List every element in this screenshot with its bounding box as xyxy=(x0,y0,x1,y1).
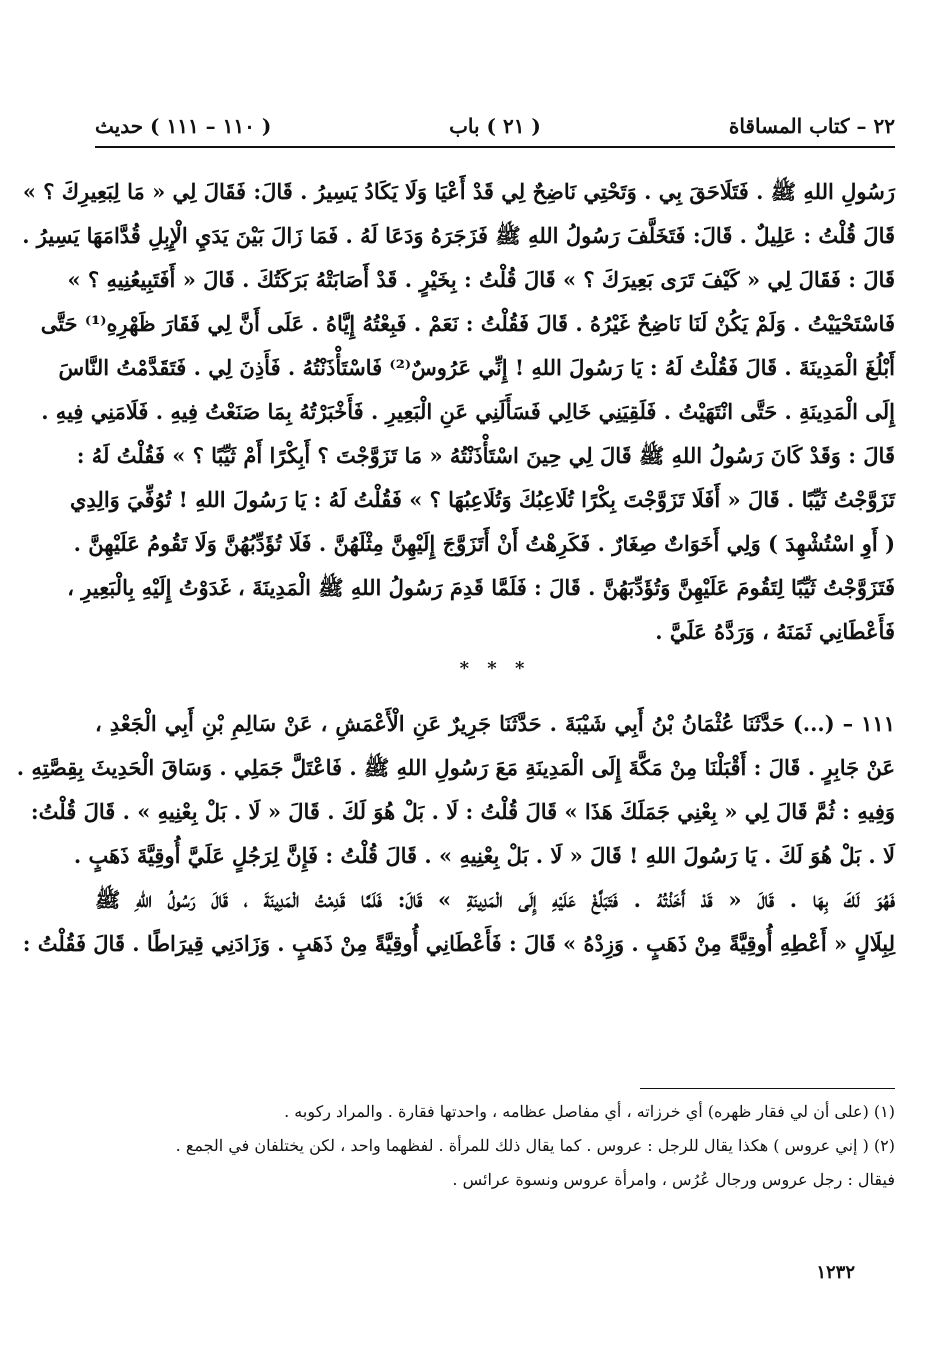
text-line: فَأَعْطَانِي ثَمَنَهُ ، وَرَدَّهُ عَلَيَّ . xyxy=(655,619,895,644)
footnote-divider xyxy=(640,1088,895,1089)
hadith-111-line: عَنْ جَابِرٍ . قَالَ : أَقْبَلْنَا مِنْ مَكَّةَ إِلَى الْمَدِينَةِ مَعَ رَسُولِ اللهِ ﷺ . فَاعْتَلَّ جَمَلِي . وَسَاقَ الْحَدِيثَ بِقِصَّتِهِ . xyxy=(16,755,895,780)
header-chapter: ( ٢١ ) باب xyxy=(449,114,541,138)
hadith-111-line: لَا . بَلْ هُوَ لَكَ . يَا رَسُولَ اللهِ ! قَالَ « لَا . بَلْ بِعْنِيهِ » . قَالَ قُلْتُ : فَإِنَّ لِرَجُلٍ عَلَيَّ أُوقِيَّةَ ذَهَبٍ . xyxy=(73,843,895,868)
text-line: تَزَوَّجْتُ ثَيِّبًا . قَالَ « أَفَلَا تَزَوَّجْتَ بِكْرًا تُلَاعِبُكَ وَتُلَاعِبُهَا ؟ » فَقُلْتُ لَهُ : يَا رَسُولَ اللهِ ! تُوُفِّيَ وَالِدِي xyxy=(69,487,895,512)
text-line: قَالَ : وَقَدْ كَانَ رَسُولُ اللهِ ﷺ قَالَ لِي حِينَ اسْتَأْذَنْتُهُ « مَا تَزَوَّجْتَ ؟ أَبِكْرًا أَمْ ثَيِّبًا ؟ » فَقُلْتُ لَهُ : xyxy=(76,443,895,468)
hadith-111-line: فَهُوَ لَكَ بِهَا . قَالَ « قَدْ أَخَذْتُهُ . فَتَبَلَّغْ عَلَيْهِ إِلَى الْمَدِينَةِ » قَالَ: فَلَمَّا قَدِمْتُ الْمَدِينَةَ ، قَالَ رَسُولُ اللهِ ﷺ xyxy=(95,887,895,912)
footnote-1: (١) (على أن لي فقار ظهره) أي خرزاته ، أي مفاصل عظامه ، واحدتها فقارة . والمراد ركوبه . xyxy=(284,1102,895,1121)
hadith-111-line: ١١١ – (...) حَدَّثَنَا عُثْمَانُ بْنُ أَبِي شَيْبَةَ . حَدَّثَنَا جَرِيرٌ عَنِ الْأَعْمَشِ ، عَنْ سَالِمِ بْنِ أَبِي الْجَعْدِ ، xyxy=(95,711,895,736)
running-header xyxy=(95,108,895,148)
hadith-111-line: وَفِيهِ : ثُمَّ قَالَ لِي « بِعْنِي جَمَلَكَ هَذَا » قَالَ قُلْتُ : لَا . بَلْ هُوَ لَكَ . قَالَ « لَا . بَلْ بِعْنِيهِ » . قَالَ قُلْتُ: xyxy=(30,799,895,824)
section-separator: * * * xyxy=(459,658,531,679)
text-line: فَتَزَوَّجْتُ ثَيِّبًا لِتَقُومَ عَلَيْهِنَّ وَتُؤَدِّبَهُنَّ . قَالَ : فَلَمَّا قَدِمَ رَسُولُ اللهِ ﷺ الْمَدِينَةَ ، غَدَوْتُ إِلَيْهِ بِالْبَعِيرِ ، xyxy=(67,575,895,600)
footnote-2-continued: فيقال : رجل عروس ورجال عُرُس ، وامرأة عروس ونسوة عرائس . xyxy=(452,1170,895,1189)
hadith-111-line: لِبِلَالٍ « أَعْطِهِ أُوقِيَّةً مِنْ ذَهَبٍ . وَزِدْهُ » قَالَ : فَأَعْطَانِي أُوقِيَّةً مِنْ ذَهَبٍ . وَزَادَنِي قِيرَاطًا . قَالَ فَقُلْتُ : xyxy=(22,931,895,956)
text-line: قَالَ قُلْتُ : عَلِيلٌ . قَالَ: فَتَخَلَّفَ رَسُولُ اللهِ ﷺ فَزَجَرَهُ وَدَعَا لَهُ . فَمَا زَالَ بَيْنَ يَدَيِ الْإِبِلِ قُدَّامَهَا يَسِيرُ . xyxy=(22,223,895,248)
main-text xyxy=(16,170,895,966)
text-line: رَسُولِ اللهِ ﷺ . فَتَلَاحَقَ بِي . وَتَحْتِي نَاضِحٌ لِي قَدْ أَعْيَا وَلَا يَكَادُ يَسِيرُ . قَالَ: فَقَالَ لِي « مَا لِبَعِيرِكَ ؟ » xyxy=(22,179,895,204)
footnote-2: (٢) ( إني عروس ) هكذا يقال للرجل : عروس . كما يقال ذلك للمرأة . لفظهما واحد ، لكن يختلفان في الجمع . xyxy=(175,1136,895,1155)
page-number: ١٢٣٢ xyxy=(816,1262,855,1283)
text-line: أَبْلُغَ الْمَدِينَةَ . قَالَ فَقُلْتُ لَهُ : يَا رَسُولَ اللهِ ! إِنِّي عَرُوسٌ⁽²⁾ فَاسْتَأْذَنْتُهُ . فَأَذِنَ لِي . فَتَقَدَّمْتُ النَّاسَ xyxy=(58,355,895,380)
header-book-title: ٢٢ – كتاب المساقاة xyxy=(728,114,895,138)
text-line: إِلَى الْمَدِينَةِ . حَتَّى انْتَهَيْتُ . فَلَقِيَنِي خَالِي فَسَأَلَنِي عَنِ الْبَعِيرِ . فَأَخْبَرْتُهُ بِمَا صَنَعْتُ فِيهِ . فَلَامَنِي فِيهِ . xyxy=(41,399,895,424)
text-line: ( أَوِ اسْتُشْهِدَ ) وَلِي أَخَوَاتٌ صِغَارٌ . فَكَرِهْتُ أَنْ أَتَزَوَّجَ إِلَيْهِنَّ مِثْلَهُنَّ . فَلَا تُؤَدِّبُهُنَّ وَلَا تَقُومُ عَلَيْهِنَّ . xyxy=(73,531,895,556)
text-line: قَالَ : فَقَالَ لِي « كَيْفَ تَرَى بَعِيرَكَ ؟ » قَالَ قُلْتُ : بِخَيْرٍ . قَدْ أَصَابَتْهُ بَرَكَتُكَ . قَالَ « أَفَتَبِيعُنِيهِ ؟ » xyxy=(67,267,895,292)
header-divider xyxy=(95,146,895,148)
header-hadith-range: ( ١١٠ – ١١١ ) حديث xyxy=(95,114,272,138)
footnotes xyxy=(95,1095,895,1197)
text-line: فَاسْتَحْيَيْتُ . وَلَمْ يَكُنْ لَنَا نَاضِحٌ غَيْرُهُ . قَالَ فَقُلْتُ : نَعَمْ . فَبِعْتُهُ إِيَّاهُ . عَلَى أَنَّ لِي فَقَارَ ظَهْرِهِ⁽¹⁾ حَتَّى xyxy=(40,311,895,336)
